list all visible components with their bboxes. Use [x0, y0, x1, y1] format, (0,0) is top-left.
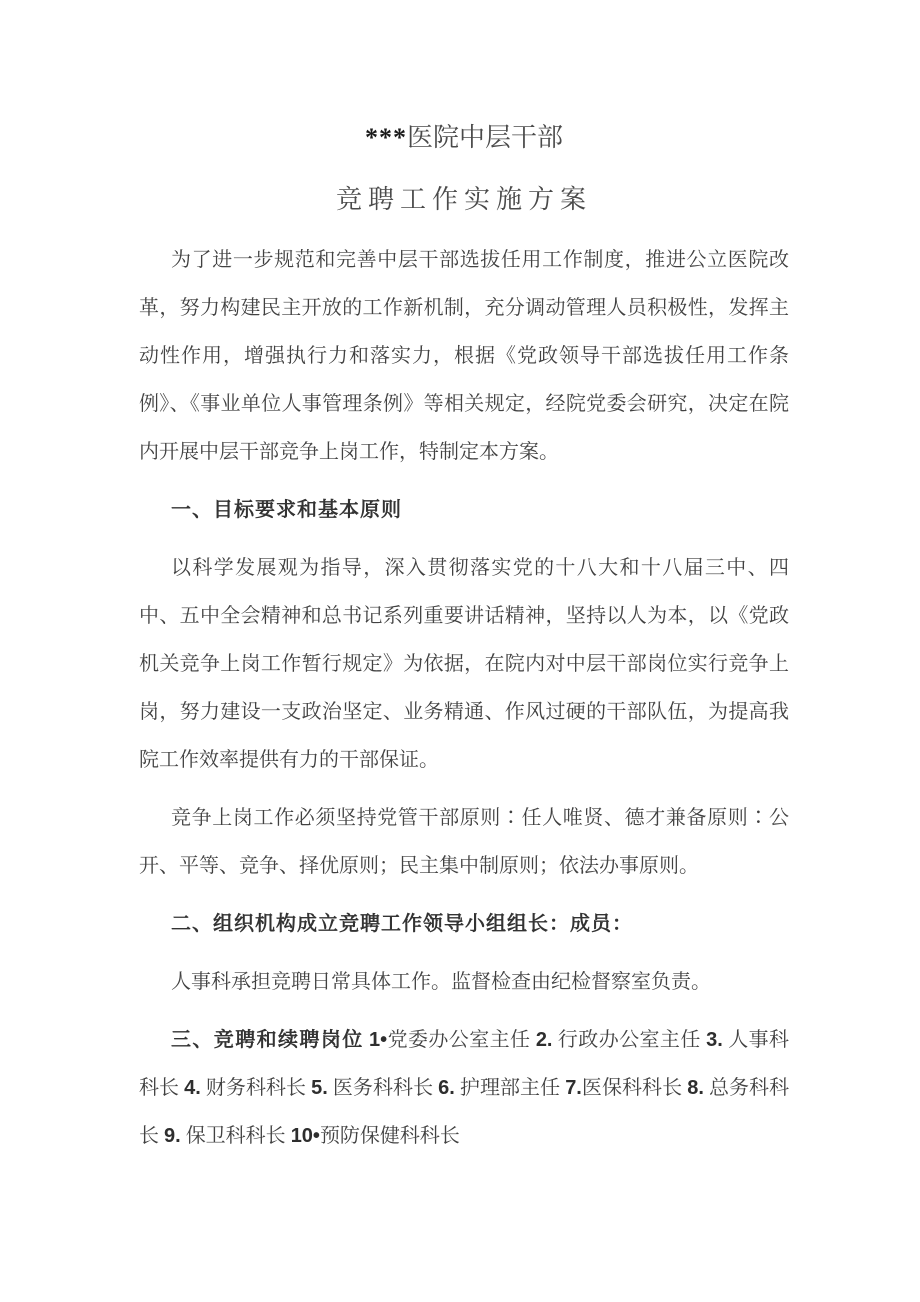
position-number: 8. [687, 1077, 704, 1099]
position-title: 人事科科长 [139, 1029, 790, 1099]
heading-section-2-text: 二、组织机构成立竞聘工作领导小组组长：成员： [171, 913, 633, 935]
masked-hospital-name-stars: *** [364, 123, 407, 152]
heading-section-1-text: 一、目标要求和基本原则 [171, 499, 402, 521]
paragraph-positions [139, 1016, 789, 1160]
position-number: 1• [369, 1029, 388, 1051]
position-title: 医务科科长 [332, 1077, 434, 1099]
position-number: 2. [535, 1029, 553, 1051]
position-title: 医保科科长 [581, 1077, 683, 1099]
position-number: 5. [311, 1077, 328, 1099]
document-content [139, 0, 789, 1170]
position-title: 财务科科长 [205, 1077, 307, 1099]
heading-section-2 [139, 900, 789, 948]
position-number: 6. [438, 1077, 455, 1099]
paragraph-intro: 为了进一步规范和完善中层干部选拔任用工作制度，推进公立医院改革，努力构建民主开放的工作新机制，充分调动管理人员积极性，发挥主动性作用，增强执行力和落实力，根据《党政领导干部选拔任用工作条例》、《事业单位人事管理条例》等相关规定，经院党委会研究，决定在院内开展中层干部竞争上岗工作，特制定本方案。 [139, 249, 789, 463]
heading-section-3-text: 三、竞聘和续聘岗位 [171, 1029, 364, 1051]
position-number: 9. [164, 1125, 181, 1147]
position-number: 10• [290, 1125, 320, 1147]
position-title: 行政办公室主任 [557, 1029, 701, 1051]
doc-title-line-1 [139, 118, 789, 158]
position-title: 预防保健科科长 [319, 1125, 460, 1147]
position-title: 护理部主任 [459, 1077, 561, 1099]
paragraph-principles: 竞争上岗工作必须坚持党管干部原则∶任人唯贤、德才兼备原则∶公开、平等、竞争、择优原则；民主集中制原则；依法办事原则。 [139, 807, 789, 877]
paragraph-hr-duty: 人事科承担竞聘日常具体工作。监督检查由纪检督察室负责。 [171, 971, 711, 993]
position-title: 总务科科长 [139, 1077, 790, 1147]
position-number: 4. [184, 1077, 201, 1099]
position-title: 保卫科科长 [185, 1125, 286, 1147]
position-title: 党委办公室主任 [387, 1029, 531, 1051]
heading-section-1 [139, 486, 789, 534]
doc-title-line-2: 竞聘工作实施方案 [335, 185, 592, 214]
position-number: 3. [706, 1029, 723, 1051]
doc-title-line-1-text: 医院中层干部 [406, 123, 563, 152]
paragraph-guiding-ideology: 以科学发展观为指导，深入贯彻落实党的十八大和十八届三中、四中、五中全会精神和总书记系列重要讲话精神，坚持以人为本，以《党政机关竞争上岗工作暂行规定》为依据，在院内对中层干部岗位实行竞争上岗，努力建设一支政治坚定、业务精通、作风过硬的干部队伍，为提高我院工作效率提供有力的干部保证。 [139, 557, 789, 771]
position-number: 7. [565, 1077, 582, 1099]
